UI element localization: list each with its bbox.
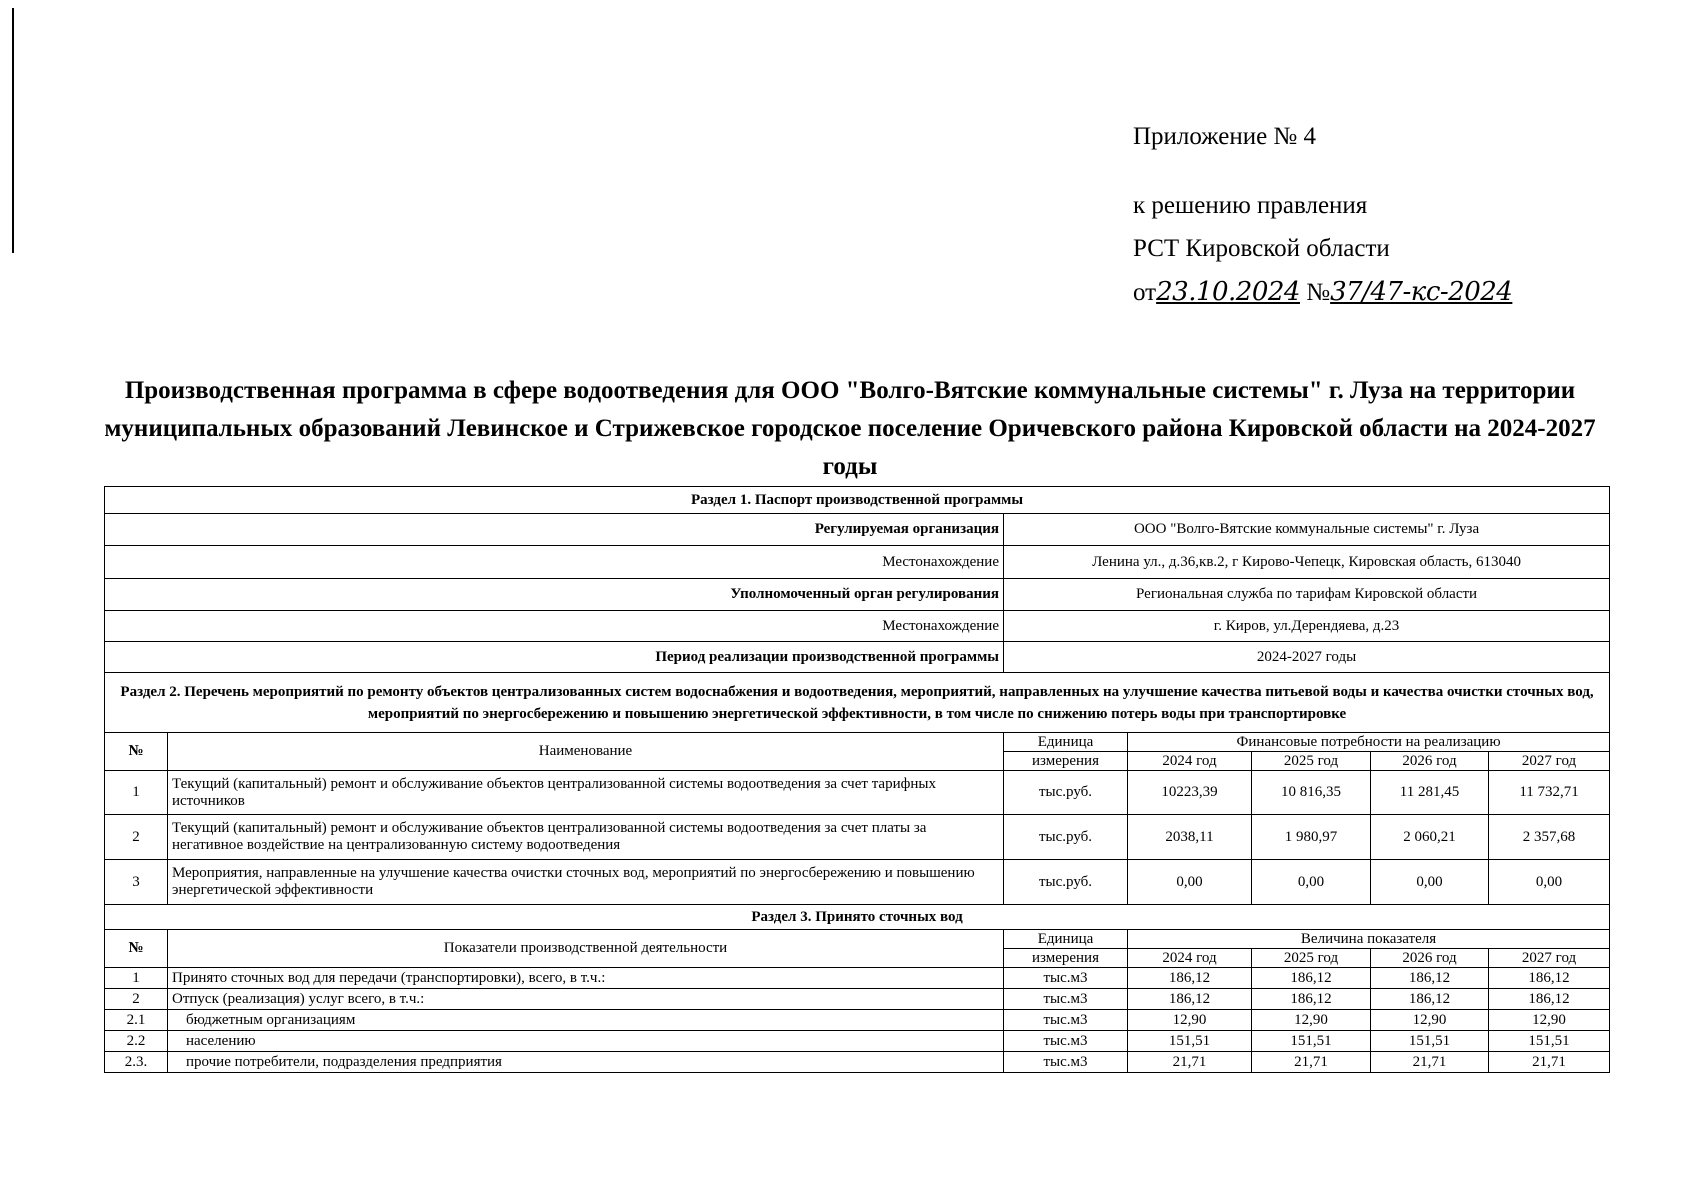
col-year: 2026 год [1371, 752, 1489, 771]
col-group-financial: Финансовые потребности на реализацию [1128, 733, 1610, 752]
row-value-2026: 0,00 [1371, 860, 1489, 905]
scan-edge-line [12, 8, 14, 253]
row-value-2024: 186,12 [1128, 968, 1252, 989]
row-unit: тыс.м3 [1004, 1052, 1128, 1073]
appendix-date-number-line [1133, 275, 1512, 318]
col-unit-2: измерения [1004, 752, 1128, 771]
row-name: Отпуск (реализация) услуг всего, в т.ч.: [168, 989, 1004, 1010]
row-value-2026: 12,90 [1371, 1010, 1489, 1031]
section3-header-row [105, 905, 1610, 930]
section1-row [105, 514, 1610, 546]
row-value-2026: 2 060,21 [1371, 815, 1489, 860]
row-name: Текущий (капитальный) ремонт и обслуживание объектов централизованной системы водоотведения за счет тарифных источников [168, 771, 1004, 815]
program-table [104, 486, 1610, 1073]
section1-header: Раздел 1. Паспорт производственной программы [105, 487, 1610, 514]
section1-label: Местонахождение [105, 611, 1004, 642]
row-number: 2.3. [105, 1052, 168, 1073]
row-value-2027: 186,12 [1489, 989, 1610, 1010]
col-number: № [105, 733, 168, 771]
section1-label: Регулируемая организация [105, 514, 1004, 546]
row-number: 2 [105, 815, 168, 860]
col-year: 2027 год [1489, 949, 1610, 968]
col-year: 2025 год [1252, 949, 1371, 968]
col-name: Показатели производственной деятельности [168, 930, 1004, 968]
table-row [105, 1031, 1610, 1052]
row-name: Текущий (капитальный) ремонт и обслуживание объектов централизованной системы водоотведения за счет платы за негативное воздействие на централизованную систему водоотведения [168, 815, 1004, 860]
document-title: Производственная программа в сфере водоотведения для ООО "Волго-Вятские коммунальные системы" г. Луза на территории муниципальных образований Левинское и Стрижевское городское поселение Оричевского района Кировской области на 2024-2027 годы [104, 377, 1596, 480]
appendix-from-label: от [1133, 279, 1157, 306]
row-value-2025: 12,90 [1252, 1010, 1371, 1031]
row-value-2027: 21,71 [1489, 1052, 1610, 1073]
row-value-2025: 151,51 [1252, 1031, 1371, 1052]
appendix-number-label: № [1306, 279, 1331, 306]
row-unit: тыс.руб. [1004, 860, 1128, 905]
section1-value: г. Киров, ул.Дерендяева, д.23 [1004, 611, 1610, 642]
section1-row [105, 642, 1610, 673]
row-number: 3 [105, 860, 168, 905]
appendix-authority-line: РСТ Кировской области [1133, 235, 1390, 262]
section1-row [105, 546, 1610, 579]
appendix-block [1133, 120, 1512, 318]
table-row [105, 968, 1610, 989]
row-value-2027: 151,51 [1489, 1031, 1610, 1052]
row-value-2024: 10223,39 [1128, 771, 1252, 815]
col-year: 2026 год [1371, 949, 1489, 968]
section1-row [105, 579, 1610, 611]
row-value-2024: 151,51 [1128, 1031, 1252, 1052]
row-value-2026: 186,12 [1371, 989, 1489, 1010]
col-year: 2027 год [1489, 752, 1610, 771]
row-unit: тыс.м3 [1004, 1010, 1128, 1031]
col-group-indicator: Величина показателя [1128, 930, 1610, 949]
appendix-decision-line: к решению правления [1133, 192, 1368, 219]
row-value-2026: 21,71 [1371, 1052, 1489, 1073]
row-name: населению [168, 1031, 1004, 1052]
row-value-2024: 186,12 [1128, 989, 1252, 1010]
row-unit: тыс.м3 [1004, 989, 1128, 1010]
row-value-2025: 0,00 [1252, 860, 1371, 905]
table-row [105, 989, 1610, 1010]
col-unit-2: измерения [1004, 949, 1128, 968]
section1-label: Уполномоченный орган регулирования [105, 579, 1004, 611]
row-unit: тыс.м3 [1004, 1031, 1128, 1052]
row-name: прочие потребители, подразделения предприятия [168, 1052, 1004, 1073]
row-value-2024: 21,71 [1128, 1052, 1252, 1073]
row-name: Мероприятия, направленные на улучшение качества очистки сточных вод, мероприятий по энергосбережению и повышению энергетической эффективности [168, 860, 1004, 905]
table-row [105, 1052, 1610, 1073]
appendix-title: Приложение № 4 [1133, 123, 1317, 150]
section3-column-header-row [105, 930, 1610, 949]
row-number: 1 [105, 771, 168, 815]
col-unit: Единица [1004, 733, 1128, 752]
col-year: 2024 год [1128, 949, 1252, 968]
row-value-2026: 151,51 [1371, 1031, 1489, 1052]
row-value-2027: 2 357,68 [1489, 815, 1610, 860]
row-value-2026: 11 281,45 [1371, 771, 1489, 815]
row-value-2024: 0,00 [1128, 860, 1252, 905]
table-row [105, 815, 1610, 860]
section1-value: Региональная служба по тарифам Кировской области [1004, 579, 1610, 611]
section2-header: Раздел 2. Перечень мероприятий по ремонту объектов централизованных систем водоснабжения и водоотведения, мероприятий, направленных на улучшение качества питьевой воды и качества очистки сточных вод, мероприятий по энергосбережению и повышению энергетической эффективности, в том числе по снижению потерь воды при транспортировке [105, 673, 1610, 733]
row-name: бюджетным организациям [168, 1010, 1004, 1031]
handwritten-number: 37/47-кс-2024 [1330, 277, 1513, 307]
row-unit: тыс.руб. [1004, 815, 1128, 860]
section1-label: Период реализации производственной программы [105, 642, 1004, 673]
row-value-2026: 186,12 [1371, 968, 1489, 989]
row-number: 2.2 [105, 1031, 168, 1052]
row-value-2025: 21,71 [1252, 1052, 1371, 1073]
table-row [105, 771, 1610, 815]
table-row [105, 860, 1610, 905]
row-value-2025: 10 816,35 [1252, 771, 1371, 815]
row-value-2025: 186,12 [1252, 989, 1371, 1010]
row-number: 1 [105, 968, 168, 989]
row-value-2024: 12,90 [1128, 1010, 1252, 1031]
row-value-2027: 11 732,71 [1489, 771, 1610, 815]
row-unit: тыс.м3 [1004, 968, 1128, 989]
table-row [105, 1010, 1610, 1031]
section1-value: ООО "Волго-Вятские коммунальные системы" г. Луза [1004, 514, 1610, 546]
section2-header-row [105, 673, 1610, 733]
handwritten-date: 23.10.2024 [1156, 277, 1300, 307]
col-year: 2024 год [1128, 752, 1252, 771]
section1-row [105, 611, 1610, 642]
row-number: 2 [105, 989, 168, 1010]
row-value-2025: 186,12 [1252, 968, 1371, 989]
section1-header-row [105, 487, 1610, 514]
row-name: Принято сточных вод для передачи (транспортировки), всего, в т.ч.: [168, 968, 1004, 989]
section1-label: Местонахождение [105, 546, 1004, 579]
col-number: № [105, 930, 168, 968]
row-value-2025: 1 980,97 [1252, 815, 1371, 860]
col-name: Наименование [168, 733, 1004, 771]
section1-value: Ленина ул., д.36,кв.2, г Кирово-Чепецк, Кировская область, 613040 [1004, 546, 1610, 579]
col-year: 2025 год [1252, 752, 1371, 771]
row-value-2027: 12,90 [1489, 1010, 1610, 1031]
section3-header: Раздел 3. Принято сточных вод [105, 905, 1610, 930]
row-number: 2.1 [105, 1010, 168, 1031]
row-value-2027: 0,00 [1489, 860, 1610, 905]
row-value-2027: 186,12 [1489, 968, 1610, 989]
section1-value: 2024-2027 годы [1004, 642, 1610, 673]
row-unit: тыс.руб. [1004, 771, 1128, 815]
section2-column-header-row [105, 733, 1610, 752]
col-unit: Единица [1004, 930, 1128, 949]
row-value-2024: 2038,11 [1128, 815, 1252, 860]
